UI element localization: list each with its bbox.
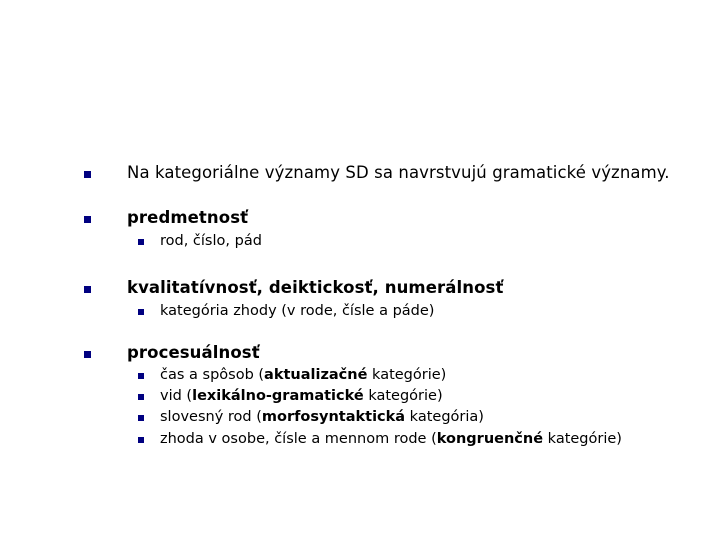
sub-bullet-text: rod, číslo, pád — [160, 233, 262, 249]
sub-bullet-text-pre: zhoda v osobe, čísle a mennom rode ( — [160, 431, 437, 447]
sub-bullet-item — [160, 409, 484, 425]
bullet-item — [127, 343, 260, 362]
square-bullet-icon — [138, 309, 144, 315]
sub-bullet-text-bold: lexikálno-gramatické — [192, 388, 364, 404]
sub-bullet-item — [160, 233, 262, 249]
bullet-item — [127, 163, 670, 182]
square-bullet-icon — [138, 437, 144, 443]
bullet-text: procesuálnosť — [127, 343, 260, 362]
square-bullet-icon — [84, 351, 91, 358]
sub-bullet-text-post: kategórie) — [543, 431, 622, 447]
bullet-text: Na kategoriálne významy SD sa navrstvujú gramatické významy. — [127, 163, 670, 182]
square-bullet-icon — [138, 394, 144, 400]
sub-bullet-text-bold: aktualizačné — [264, 367, 368, 383]
square-bullet-icon — [138, 415, 144, 421]
sub-bullet-item — [160, 431, 622, 447]
sub-bullet-text-bold: morfosyntaktická — [261, 409, 406, 425]
square-bullet-icon — [138, 373, 144, 379]
square-bullet-icon — [138, 239, 144, 245]
bullet-item — [127, 208, 248, 227]
sub-bullet-item — [160, 367, 446, 383]
square-bullet-icon — [84, 286, 91, 293]
sub-bullet-text-post: kategórie) — [367, 367, 447, 383]
bullet-text: kvalitatívnosť, deiktickosť, numerálnosť — [127, 278, 504, 297]
sub-bullet-text: kategória zhody (v rode, čísle a páde) — [160, 303, 435, 319]
sub-bullet-text-pre: čas a spôsob ( — [160, 367, 265, 383]
square-bullet-icon — [84, 216, 91, 223]
sub-bullet-item — [160, 388, 443, 404]
bullet-item — [127, 278, 503, 297]
sub-bullet-text-post: kategórie) — [363, 388, 443, 404]
sub-bullet-text-pre: slovesný rod ( — [160, 409, 262, 425]
sub-bullet-item — [160, 303, 434, 319]
sub-bullet-text-post: kategória) — [405, 409, 484, 425]
square-bullet-icon — [84, 171, 91, 178]
bullet-text: predmetnosť — [127, 208, 249, 227]
sub-bullet-text-bold: kongruenčné — [436, 431, 544, 447]
sub-bullet-text-pre: vid ( — [160, 388, 193, 404]
